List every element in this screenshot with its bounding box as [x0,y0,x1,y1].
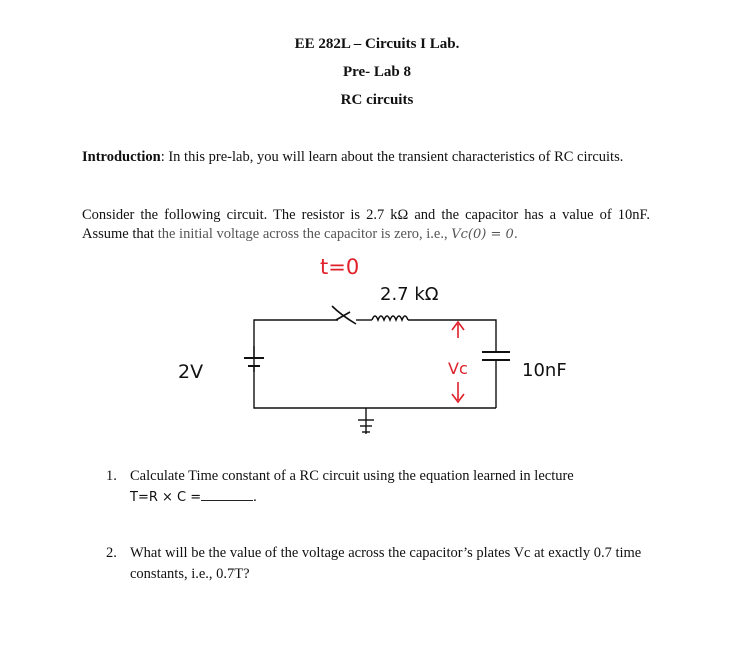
question-2-text: What will be the value of the voltage across the capacitor’s plates Vc at exactly 0.7 time constants, i.e., 0.7T? [130,545,642,582]
question-1-number: 1. [106,468,117,484]
intro-label: Introduction [82,149,161,165]
question-1-end: . [253,489,257,505]
topic-title: RC circuits [340,92,414,108]
consider-initial-condition: the initial voltage across the capacitor is zero, i.e., [157,226,452,242]
switch-label: t=0 [320,255,360,279]
intro-paragraph [82,148,650,167]
question-2-number: 2. [106,545,117,561]
resistor-symbol [372,316,408,320]
question-1-body [130,466,670,508]
consider-text: Consider the following circuit. The resistor is 2.7 kΩ and the capacitor has a value of 10nF. Assume that [82,207,650,242]
resistor-label: 2.7 kΩ [380,284,439,305]
source-label: 2V [178,361,204,383]
consider-paragraph [82,206,650,244]
vc-arrow-up-icon [452,322,464,338]
intro-text: : In this pre-lab, you will learn about the transient characteristics of RC circuits. [160,149,624,165]
consider-math: Vc(0) = 0. [451,227,518,242]
wire-top-right [408,320,496,352]
wire-top-left [254,320,338,372]
capacitor-label: 10nF [522,360,567,381]
rc-circuit-diagram [160,248,630,438]
vc-arrow-down-icon [452,382,464,402]
question-1-answer-blank[interactable] [201,487,253,501]
course-title: EE 282L – Circuits I Lab. [294,36,460,52]
question-1-equation: T=R × C = [130,490,202,505]
lab-title: Pre- Lab 8 [342,64,412,80]
question-1-text: Calculate Time constant of a RC circuit using the equation learned in lecture [130,468,574,484]
vc-label: Vc [448,359,468,378]
